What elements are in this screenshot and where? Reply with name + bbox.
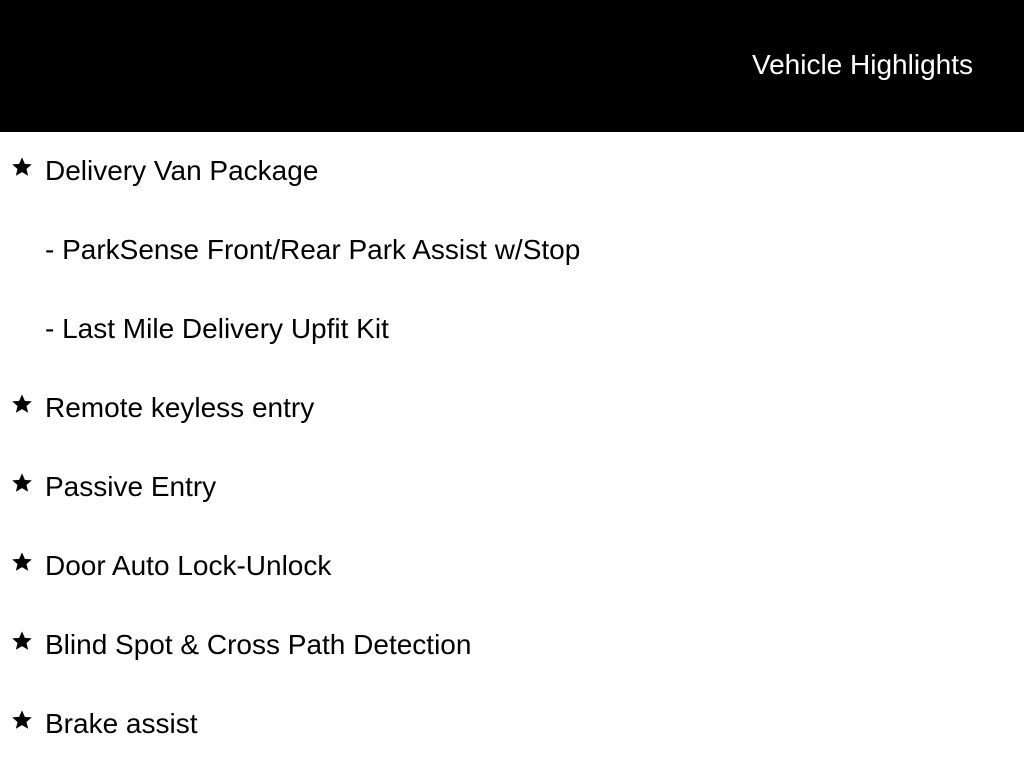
page-title: Vehicle Highlights [751, 49, 973, 80]
list-item-label: - ParkSense Front/Rear Park Assist w/Stop [45, 234, 581, 265]
list-item [0, 448, 1024, 527]
star-icon [11, 393, 33, 415]
list-item-label: Passive Entry [45, 471, 217, 502]
list-item [0, 290, 1024, 369]
star-icon [11, 472, 33, 494]
header-bar [0, 0, 1024, 132]
list-item-label: Blind Spot & Cross Path Detection [45, 629, 472, 660]
star-icon [11, 709, 33, 731]
list-item-label: - Last Mile Delivery Upfit Kit [45, 313, 389, 344]
list-item [0, 527, 1024, 606]
star-icon [11, 551, 33, 573]
star-icon [11, 630, 33, 652]
list-item [0, 211, 1024, 290]
list-item [0, 606, 1024, 685]
list-item-label: Door Auto Lock-Unlock [45, 550, 332, 581]
list-item-label: Brake assist [45, 708, 198, 739]
list-item [0, 132, 1024, 211]
star-icon [11, 156, 33, 178]
list-item-label: Delivery Van Package [45, 155, 319, 186]
highlights-list [0, 132, 1024, 764]
list-item [0, 369, 1024, 448]
list-item-label: Remote keyless entry [45, 392, 315, 423]
list-item [0, 685, 1024, 764]
